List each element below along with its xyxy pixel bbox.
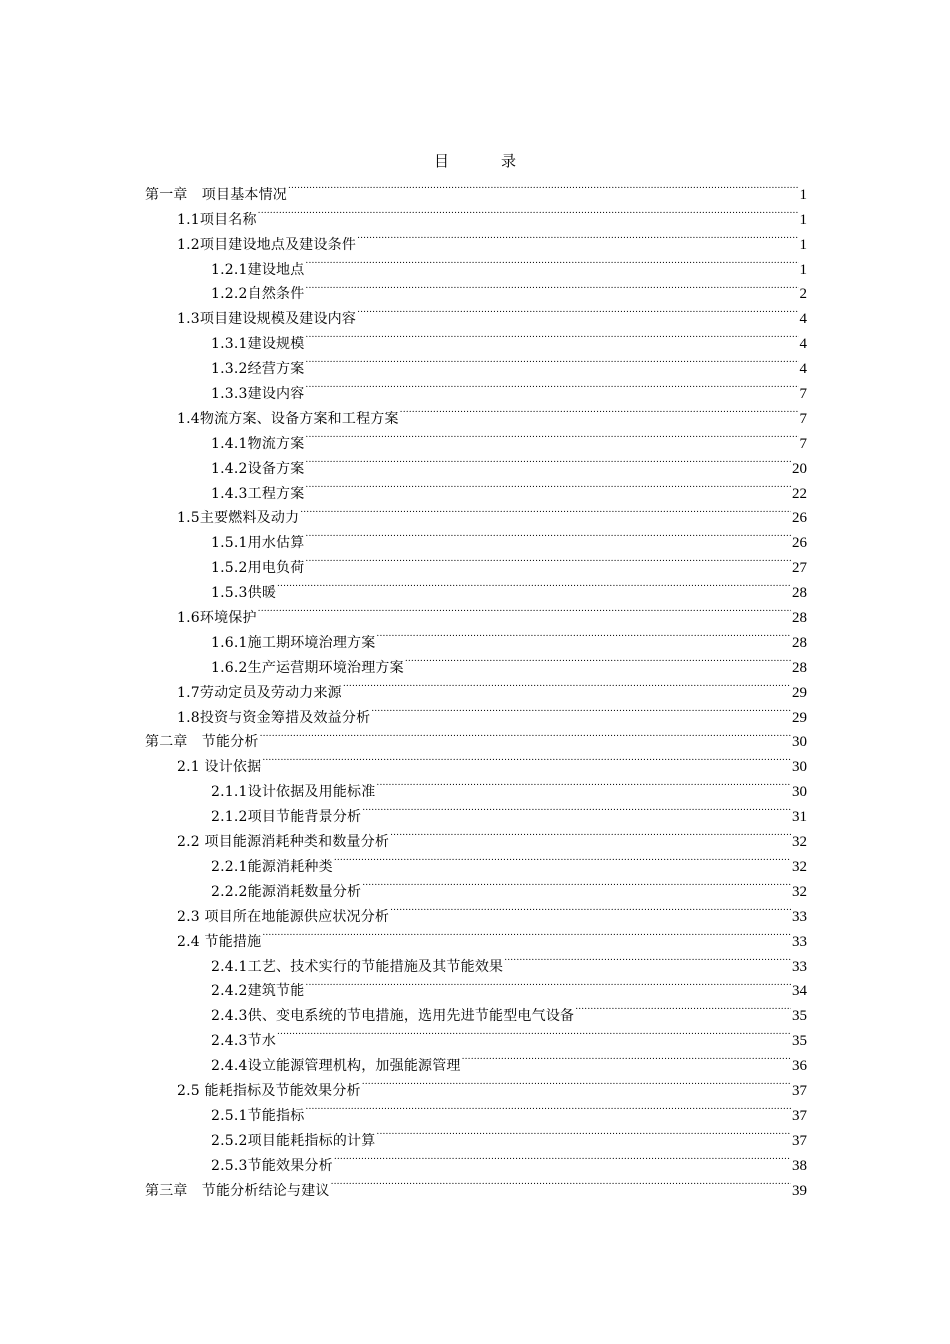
toc-entry[interactable] xyxy=(145,174,807,203)
toc-entry-label: 1.3.2经营方案 xyxy=(211,361,305,378)
toc-entry-label: 2.1.2项目节能背景分析 xyxy=(211,809,362,826)
toc-entry-label: 2.2.2能源消耗数量分析 xyxy=(211,883,362,900)
toc-page-number: 7 xyxy=(799,435,807,452)
toc-dot-leader xyxy=(343,672,791,697)
toc-page-number: 34 xyxy=(792,983,807,1000)
toc-dot-leader xyxy=(362,1070,791,1095)
toc-dot-leader xyxy=(362,796,791,821)
toc-dot-leader xyxy=(334,846,791,871)
toc-page-number: 26 xyxy=(792,510,807,527)
toc-entry-label: 1.3.3建设内容 xyxy=(211,386,305,403)
toc-dot-leader xyxy=(305,522,791,547)
toc-page-number: 32 xyxy=(792,834,807,851)
toc-dot-leader xyxy=(305,971,791,996)
toc-dot-leader xyxy=(371,697,791,722)
toc-entry-label: 1.2.2自然条件 xyxy=(211,286,305,303)
toc-dot-leader xyxy=(357,298,798,323)
toc-dot-leader xyxy=(305,373,798,398)
toc-entry-label: 1.3项目建设规模及建设内容 xyxy=(177,311,357,328)
toc-page-number: 1 xyxy=(799,186,807,203)
toc-page-number: 28 xyxy=(792,610,807,627)
toc-entry-label: 1.6.1施工期环境治理方案 xyxy=(211,634,376,651)
toc-page-number: 37 xyxy=(792,1132,807,1149)
toc-dot-leader xyxy=(258,597,791,622)
toc-dot-leader xyxy=(262,746,791,771)
toc-dot-leader xyxy=(305,448,791,473)
toc-entry-label: 第一章 项目基本情况 xyxy=(145,186,287,203)
toc-entry-label: 1.5主要燃料及动力 xyxy=(177,510,300,527)
toc-title-char-1: 目 xyxy=(433,152,449,170)
toc-page-number: 1 xyxy=(799,236,807,253)
toc-dot-leader xyxy=(305,473,791,498)
toc-dot-leader xyxy=(357,224,798,249)
toc-entry-label: 1.2.1建设地点 xyxy=(211,261,305,278)
toc-dot-leader xyxy=(305,249,798,274)
toc-entry-label: 2.2.1能源消耗种类 xyxy=(211,858,333,875)
toc-dot-leader xyxy=(376,1120,791,1145)
toc-dot-leader xyxy=(400,398,799,423)
toc-dot-leader xyxy=(260,722,791,747)
toc-page-number: 4 xyxy=(799,336,807,353)
toc-entry-label: 2.1 设计依据 xyxy=(177,759,262,776)
toc-entry-label: 2.5.1节能指标 xyxy=(211,1107,305,1124)
toc-entry-label: 2.5 能耗指标及节能效果分析 xyxy=(177,1082,361,1099)
toc-dot-leader xyxy=(376,771,791,796)
toc-dot-leader xyxy=(262,921,791,946)
toc-entry-label: 1.5.1用水估算 xyxy=(211,535,305,552)
toc-entry-label: 1.5.3供暖 xyxy=(211,585,277,602)
toc-page-number: 26 xyxy=(792,535,807,552)
toc-entry-label: 1.8投资与资金筹措及效益分析 xyxy=(177,709,371,726)
toc-dot-leader xyxy=(288,174,799,199)
toc-page-number: 37 xyxy=(792,1082,807,1099)
toc-entry-label: 1.7劳动定员及劳动力来源 xyxy=(177,684,342,701)
toc-page-number: 2 xyxy=(799,286,807,303)
toc-dot-leader xyxy=(331,1170,791,1195)
toc-page-number: 1 xyxy=(799,211,807,228)
toc-page-number: 7 xyxy=(799,386,807,403)
toc-entry-label: 1.4物流方案、设备方案和工程方案 xyxy=(177,410,399,427)
toc-entry-label: 1.6环境保护 xyxy=(177,610,257,627)
toc-title-char-2: 录 xyxy=(501,152,517,170)
toc-entry-label: 第三章 节能分析结论与建议 xyxy=(145,1182,330,1199)
toc-page-number: 22 xyxy=(792,485,807,502)
toc-entry-label: 2.5.3节能效果分析 xyxy=(211,1157,333,1174)
toc-dot-leader xyxy=(305,348,798,373)
toc-page-number: 30 xyxy=(792,759,807,776)
toc-dot-leader xyxy=(462,1045,791,1070)
toc-entry-label: 2.4.3供、变电系统的节电措施，选用先进节能型电气设备 xyxy=(211,1008,575,1025)
toc-page-number: 32 xyxy=(792,883,807,900)
toc-entry-label: 2.4.1工艺、技术实行的节能措施及其节能效果 xyxy=(211,958,504,975)
toc-entry-label: 2.1.1设计依据及用能标准 xyxy=(211,784,376,801)
toc-page-number: 33 xyxy=(792,908,807,925)
toc-dot-leader xyxy=(300,498,791,523)
toc-entry-label: 2.5.2项目能耗指标的计算 xyxy=(211,1132,376,1149)
toc-entry-label: 1.6.2生产运营期环境治理方案 xyxy=(211,659,404,676)
toc-entry-label: 1.3.1建设规模 xyxy=(211,336,305,353)
toc-dot-leader xyxy=(305,547,791,572)
toc-page-number: 28 xyxy=(792,634,807,651)
toc-page-number: 4 xyxy=(799,311,807,328)
toc-dot-leader xyxy=(305,274,798,299)
table-of-contents xyxy=(145,174,807,1199)
toc-page-number: 32 xyxy=(792,858,807,875)
toc-dot-leader xyxy=(305,423,798,448)
toc-page-number: 35 xyxy=(792,1033,807,1050)
toc-entry-label: 1.1项目名称 xyxy=(177,211,257,228)
toc-entry-label: 第二章 节能分析 xyxy=(145,734,259,751)
toc-dot-leader xyxy=(575,995,791,1020)
toc-page-number: 7 xyxy=(799,410,807,427)
toc-dot-leader xyxy=(376,622,791,647)
toc-page-number: 33 xyxy=(792,958,807,975)
toc-entry-label: 1.4.1物流方案 xyxy=(211,435,305,452)
toc-page-number: 4 xyxy=(799,361,807,378)
toc-dot-leader xyxy=(362,871,791,896)
toc-entry-label: 1.4.3工程方案 xyxy=(211,485,305,502)
toc-page-number: 20 xyxy=(792,460,807,477)
toc-page-number: 1 xyxy=(799,261,807,278)
toc-entry-label: 2.4 节能措施 xyxy=(177,933,262,950)
toc-page-number: 38 xyxy=(792,1157,807,1174)
toc-dot-leader xyxy=(390,896,791,921)
toc-page-number: 39 xyxy=(792,1182,807,1199)
toc-page-number: 27 xyxy=(792,560,807,577)
toc-page-number: 29 xyxy=(792,684,807,701)
toc-entry-label: 1.2项目建设地点及建设条件 xyxy=(177,236,357,253)
toc-entry-label: 2.3 项目所在地能源供应状况分析 xyxy=(177,908,390,925)
toc-page-number: 28 xyxy=(792,659,807,676)
toc-entry-label: 2.4.3节水 xyxy=(211,1033,277,1050)
toc-title xyxy=(0,150,950,172)
toc-page-number: 35 xyxy=(792,1008,807,1025)
toc-entry-label: 1.5.2用电负荷 xyxy=(211,560,305,577)
toc-dot-leader xyxy=(277,1020,791,1045)
toc-page-number: 30 xyxy=(792,734,807,751)
toc-dot-leader xyxy=(390,821,791,846)
toc-dot-leader xyxy=(405,647,791,672)
toc-dot-leader xyxy=(277,572,791,597)
toc-entry-label: 2.2 项目能源消耗种类和数量分析 xyxy=(177,834,390,851)
toc-page-number: 33 xyxy=(792,933,807,950)
toc-page-number: 36 xyxy=(792,1058,807,1075)
toc-page-number: 28 xyxy=(792,585,807,602)
toc-dot-leader xyxy=(305,1095,791,1120)
toc-dot-leader xyxy=(258,199,799,224)
toc-dot-leader xyxy=(305,323,798,348)
toc-dot-leader xyxy=(504,946,791,971)
toc-page-number: 31 xyxy=(792,809,807,826)
toc-entry-label: 2.4.2建筑节能 xyxy=(211,983,305,1000)
toc-page-number: 30 xyxy=(792,784,807,801)
toc-page-number: 37 xyxy=(792,1107,807,1124)
toc-page-number: 29 xyxy=(792,709,807,726)
toc-dot-leader xyxy=(334,1145,791,1170)
toc-entry-label: 1.4.2设备方案 xyxy=(211,460,305,477)
toc-entry-label: 2.4.4设立能源管理机构，加强能源管理 xyxy=(211,1058,461,1075)
